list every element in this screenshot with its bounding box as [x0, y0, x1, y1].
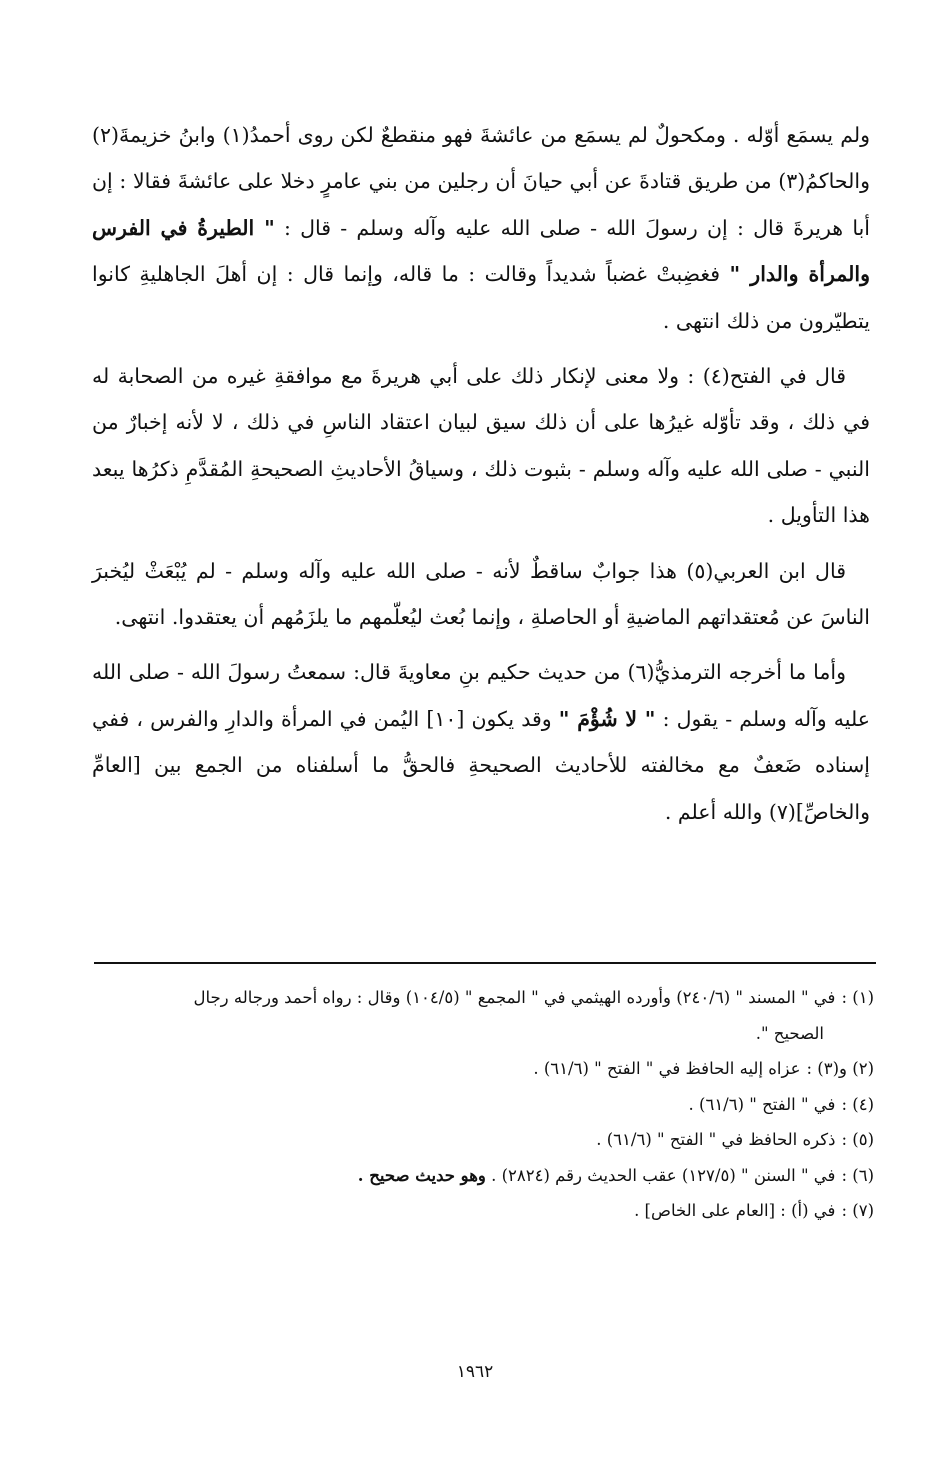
footnote-number: (٧) :	[841, 1201, 874, 1220]
footnote-5	[92, 1122, 874, 1158]
footnote-text: في " المسند " (٢٤٠/٦) وأورده الهيثمي في " المجمع " (١٠٤/٥) وقال : رواه أحمد ورجاله رجال	[193, 988, 836, 1007]
footnote-number: (٢) و(٣) :	[806, 1059, 874, 1078]
p4-seg-1: وأما ما أخرجه الترمذيُّ(٦) من حديث حكيم بنِ معاويةَ قال: سمعتُ رسولَ الله - صلى الله عليه وآله وسلم - يقول :	[92, 660, 870, 731]
footnotes	[92, 980, 874, 1229]
footnote-text: عزاه إليه الحافظ في " الفتح " (٦١/٦) .	[533, 1059, 801, 1078]
footnote-text: في " السنن " (١٢٧/٥) عقب الحديث رقم (٢٨٢٤) .	[485, 1165, 836, 1185]
paragraph-3	[92, 548, 870, 641]
footnote-number: (٦) :	[841, 1165, 874, 1185]
footnote-text: في (أ) : [العام على الخاص] .	[634, 1201, 836, 1220]
footnote-number: (٥) :	[841, 1130, 874, 1149]
footnote-6	[92, 1158, 874, 1194]
p4-seg-3: وقد يكون [١٠] اليُمن في المرأة والدارِ والفرس ، ففي إسناده ضَعفٌ مع مخالفته للأحاديث الصحيحةِ فالحقُّ ما أسلفناه من الجمع بين [العامِّ والخاصِّ](٧) والله أعلم .	[92, 706, 870, 824]
p1-seg-3: فغضِبتْ غضباً شديداً وقالت : ما قاله، وإنما قال : إن أهلَ الجاهليةِ كانوا يتطيّرون من ذلك انتهى .	[92, 262, 870, 333]
footnote-divider	[94, 962, 876, 964]
footnote-continuation: الصحيح ".	[755, 1023, 824, 1043]
p1-seg-1: ولم يسمَع أوّله . ومكحولٌ لم يسمَع من عائشةَ فهو منقطعٌ لكن روى أحمدُ(١) وابنُ خزيمةَ(٢) والحاكمُ(٣) من طريق قتادةَ عن أبي حيانَ أن رجلين من بني عامرٍ دخلا على عائشةَ فقالا : إن أبا هريرةَ قال : إن رسولَ الله - صلى الله عليه وآله وسلم - قال :	[92, 123, 870, 240]
footnote-bold-verdict: وهو حديث صحيح .	[357, 1165, 486, 1185]
footnote-text: ذكره الحافظ في " الفتح " (٦١/٦) .	[596, 1130, 836, 1149]
footnote-4	[92, 1087, 874, 1123]
paragraph-2	[92, 353, 870, 539]
p4-seg-2-bold-quote: " لا شُؤْمَ "	[558, 706, 656, 731]
footnote-text: في " الفتح " (٦١/٦) .	[688, 1094, 836, 1114]
paragraph-4	[92, 649, 870, 835]
p1-seg-2-bold-quote: " الطيرةُ في الفرس والمرأة والدار "	[92, 215, 870, 287]
footnote-2-3	[92, 1051, 874, 1087]
p3-seg-1: قال ابن العربي(٥) هذا جوابٌ ساقطٌ لأنه - صلى الله عليه وآله وسلم - لم يُبْعَثْ ليُخبرَ الناسَ عن مُعتقداتهم الماضيةِ أو الحاصلةِ ، وإنما بُعث ليُعلّمهم ما يلزَمُهم أن يعتقدوا. انتهى.	[92, 558, 870, 630]
footnote-1	[92, 980, 874, 1051]
footnote-number: (١) :	[841, 988, 874, 1007]
paragraph-1	[92, 112, 870, 344]
footnote-number: (٤) :	[841, 1094, 874, 1114]
footnote-7	[92, 1193, 874, 1229]
p2-seg-1: قال في الفتح(٤) : ولا معنى لإنكار ذلك على أبي هريرةَ مع موافقةِ غيره من الصحابة له في ذلك ، وقد تأوّله غيرُها على أن ذلك سيق لبيان اعتقاد الناسِ في ذلك ، لا لأنه إخبارٌ من النبي - صلى الله عليه وآله وسلم - بثبوت ذلك ، وسياقُ الأحاديثِ الصحيحةِ المُقدَّمِ ذكرُها يبعد هذا التأويل .	[92, 364, 870, 528]
main-text	[92, 112, 870, 844]
page-number: ١٩٦٢	[456, 1362, 494, 1382]
